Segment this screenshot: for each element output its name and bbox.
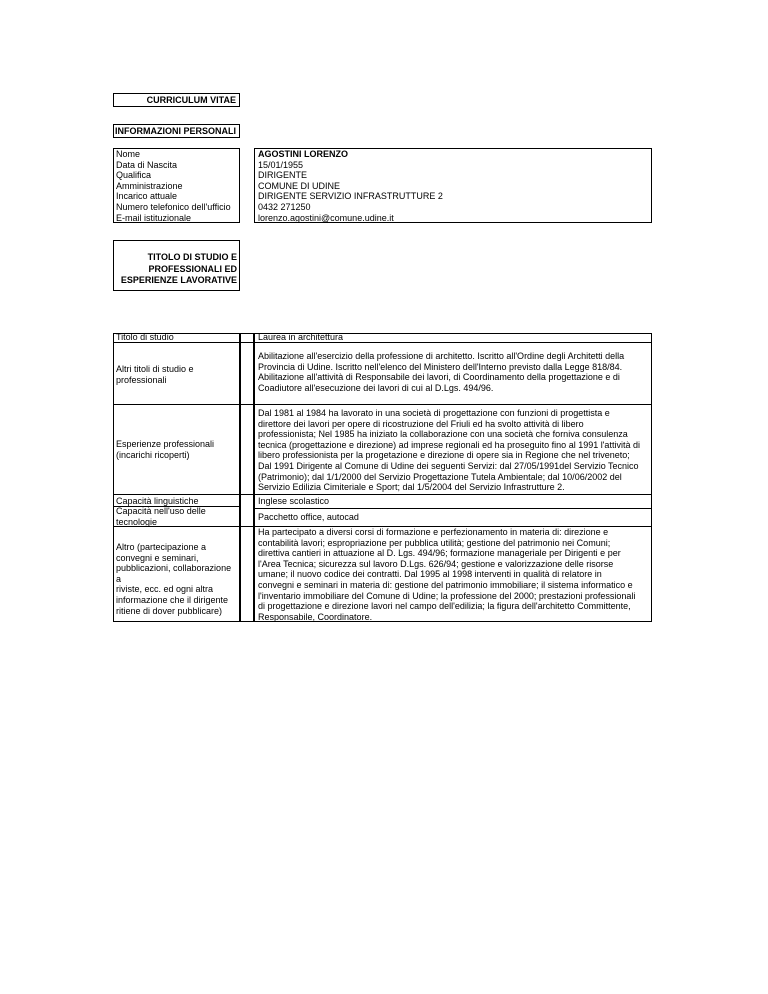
label-altro-line: informazione che il dirigente	[116, 594, 229, 605]
label-email: E-mail istituzionale	[116, 212, 192, 223]
esperienze-line: tecnica (progettazione e direzione) ad imprese regionali ed ha proseguito fino al 1991 l'attività di	[258, 439, 640, 450]
esperienze-line: Servizio Edilizia Cimiteriale e Sport; dal 1/5/2004 del Servizio Infrastrutture 2.	[258, 482, 565, 493]
altro-line: di progettazione e direzione lavori nel campo dell'edilizia; la figura dell'architetto Committente,	[258, 601, 631, 612]
altro-line: convegni e seminari in materia di: gestione del patrimonio immobiliare; il sistema informatico e	[258, 579, 633, 590]
esperienze-line: libero professionista per la progetazione e direzione di opere sia in Regione che nel triveneto;	[258, 450, 630, 461]
altro-line: l'inventario immobiliare del Comune di Udine; la professione del 2000; prestazioni professionali	[258, 590, 636, 601]
label-altri-titoli-line: Altri titoli di studio e	[116, 364, 194, 374]
label-altro	[114, 542, 238, 616]
personal-labels-box	[113, 148, 240, 223]
label-data-nascita: Data di Nascita	[116, 159, 178, 170]
altro-line: Responsabile, Coordinatore.	[258, 611, 373, 622]
label-titolo-studio: Titolo di studio	[116, 332, 174, 342]
esperienze-line: professionista; Nel 1985 ha iniziato la collaborazione con una società che forniva consulenza	[258, 429, 628, 440]
value-telefono: 0432 271250	[258, 201, 311, 212]
label-nome: Nome	[116, 149, 141, 159]
label-esperienze-line: (incarichi ricoperti)	[116, 449, 190, 460]
personal-info-header: INFORMAZIONI PERSONALI	[113, 124, 240, 138]
esperienze-line: direttore dei lavori per opere di ricostruzione del Friuli ed ha svolto attività di libero	[258, 418, 584, 429]
section-studies-header	[113, 240, 240, 291]
label-esperienze	[114, 439, 238, 460]
altro-line: umane; il nuovo codice dei contratti. Dal 1995 al 1998 interventi in qualità di relatore in	[258, 569, 602, 580]
altro-line: direttiva cantieri in attuazione al D. Lgs. 494/96; formazione manageriale per Dirigenti e per	[258, 548, 621, 559]
label-esperienze-line: Esperienze professionali	[116, 439, 215, 449]
label-altri-titoli	[114, 364, 238, 385]
altro-line: l'Area Tecnica; sicurezza sul lavoro D.Lgs. 626/94; gestione e valorizzazione delle risorse	[258, 558, 614, 569]
value-tecnologie: Pacchetto office, autocad	[258, 512, 359, 522]
studies-spacer-column	[240, 333, 254, 622]
personal-values-box	[254, 148, 652, 223]
value-lingue: Inglese scolastico	[258, 496, 330, 506]
altri-line: Abilitazione all'esercizio della professione di architetto. Iscritto all'Ordine degli Architetti della	[258, 351, 625, 361]
altri-line: Coadiutore all'esecuzione dei lavori di cui al D.Lgs. 494/96.	[258, 382, 494, 393]
label-altro-line: riviste, ecc. ed ogni altra	[116, 584, 214, 595]
esperienze-line: (Patrimonio); dal 1/1/2000 del Servizio Progettazione Tutela Ambientale; dal 10/06/2002 del	[258, 471, 622, 482]
value-email: lorenzo.agostini@comune.udine.it	[258, 212, 394, 223]
label-qualifica: Qualifica	[116, 170, 152, 181]
label-altro-line: Altro (partecipazione a	[116, 542, 207, 552]
label-altri-titoli-line: professionali	[116, 374, 167, 385]
esperienze-line: Dal 1981 al 1984 ha lavorato in una società di progettazione con funzioni di progettista e	[258, 408, 610, 418]
value-amministrazione: COMUNE DI UDINE	[258, 180, 341, 191]
section-studies-line-2: PROFESSIONALI ED	[148, 263, 237, 274]
label-amministrazione: Amministrazione	[116, 180, 183, 191]
label-lingue: Capacità linguistiche	[116, 496, 199, 506]
altri-line: Provincia di Udine. Iscritto nell'elenco del Ministero dell'Interno previsto dalla Legge 818/84.	[258, 361, 623, 372]
section-studies-line-1: TITOLO DI STUDIO E	[147, 252, 237, 262]
value-altro	[255, 527, 651, 622]
altro-line: contabilità lavori; espropriazione per pubblica utilità; gestione del patrimonio nei Comuni;	[258, 537, 611, 548]
value-titolo-studio: Laurea in architettura	[258, 332, 344, 342]
value-incarico: DIRIGENTE SERVIZIO INFRASTRUTTURE 2	[258, 191, 443, 202]
value-esperienze	[255, 408, 651, 493]
cv-title: CURRICULUM VITAE	[113, 93, 240, 107]
value-nome: AGOSTINI LORENZO	[258, 149, 348, 159]
value-altri-titoli	[255, 351, 651, 393]
row-separator	[113, 404, 652, 405]
altro-line: Ha partecipato a diversi corsi di formazione e perfezionamento in materia di: direzione e	[258, 527, 609, 537]
row-separator-right	[254, 508, 652, 509]
label-tecnologie-line: Capacità nell'uso delle	[116, 506, 206, 516]
row-separator	[113, 494, 652, 495]
label-tecnologie-line: tecnologie	[116, 516, 158, 527]
section-studies-line-3: ESPERIENZE LAVORATIVE	[120, 275, 237, 285]
label-altro-line: convegni e seminari,	[116, 552, 199, 563]
esperienze-line: Dal 1991 Dirigente al Comune di Udine dei seguenti Servizi: dal 27/05/1991del Servizio Tecnico	[258, 460, 639, 471]
value-qualifica: DIRIGENTE	[258, 170, 308, 181]
label-telefono: Numero telefonico dell'ufficio	[116, 201, 231, 212]
label-incarico: Incarico attuale	[116, 191, 178, 202]
label-altro-line: ritiene di dover pubblicare)	[116, 605, 223, 616]
altri-line: Abilitazione all'attività di Responsabile dei lavori, di Coordinamento della progettazione e di	[258, 372, 620, 383]
label-altro-line: pubblicazioni, collaborazione a	[116, 563, 232, 584]
value-data-nascita: 15/01/1955	[258, 159, 304, 170]
label-tecnologie	[114, 506, 238, 527]
